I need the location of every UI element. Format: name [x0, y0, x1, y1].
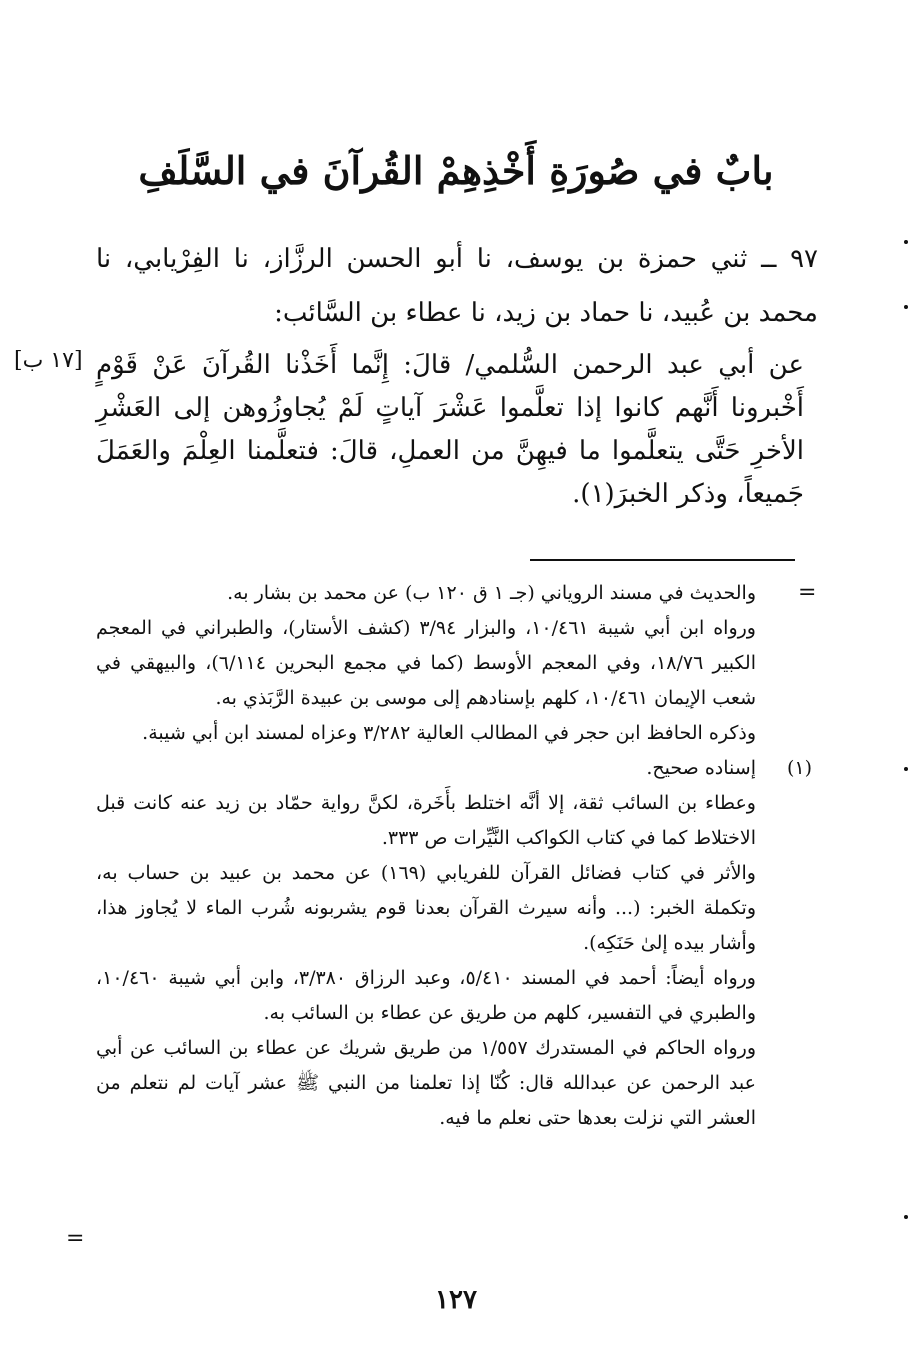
footnote-paragraph: والأثر في كتاب فضائل القرآن للفريابي (١٦٩) عن محمد بن عبيد بن حساب به، وتكملة الخبر: (... وأنه سيرث القرآن بعدنا قوم يشربونه شُرب الماء لا يُجاوز هذا، وأشار بيده إلىٰ حَنَكِه).	[96, 862, 756, 954]
footnote-paragraph: إسناده صحيح.	[646, 757, 756, 779]
footnote-1	[96, 751, 812, 786]
footnote-paragraph: وذكره الحافظ ابن حجر في المطالب العالية ٣/٢٨٢ وعزاه لمسند ابن أبي شيبة.	[142, 722, 756, 744]
margin-mark	[904, 767, 908, 771]
hadith-isnad: ٩٧ ــ ثني حمزة بن يوسف، نا أبو الحسن الرزَّاز، نا الفِرْيابي، نا محمد بن عُبيد، نا حماد بن زيد، نا عطاء بن السَّائب:	[96, 244, 818, 328]
margin-mark	[904, 1215, 908, 1219]
hadith-matn: عن أبي عبد الرحمن السُّلمي/ قالَ: إِنَّما أَخَذْنا القُرآنَ عَنْ قَوْمٍ أَخْبرونا أَنَّهم كانوا إذا تعلَّموا عَشْرَ آياتٍ لَمْ يُجاوزُوهن إلى العَشْرِ الأخرِ حَتَّى يتعلَّموا ما فيهِنَّ من العملِ، قالَ: فتعلَّمنا العِلْمَ والعَمَلَ جَميعاً، وذكر الخبرَ(١).	[96, 350, 804, 509]
manuscript-folio-reference: [١٧ ب]	[14, 348, 83, 373]
footnote-separator	[530, 559, 795, 561]
footnote-number: (١)	[786, 757, 812, 779]
footnote-paragraph: وعطاء بن السائب ثقة، إلا أنَّه اختلط بأَخَرة، لكنَّ رواية حمّاد بن زيد عنه كانت قبل الاختلاط كما في كتاب الكواكب النَّيِّرات ص ٣٣٣.	[96, 792, 756, 849]
footnote-paragraph: ورواه ابن أبي شيبة ١٠/٤٦١، والبزار ٣/٩٤ (كشف الأستار)، والطبراني في المعجم الكبير ١٨/٧٦، وفي المعجم الأوسط (كما في مجمع البحرين ٦/١١٤)، والبيهقي في شعب الإيمان ١٠/٤٦١، كلهم بإسنادهم إلى موسى بن عبيدة الرَّبَذي به.	[96, 617, 756, 709]
footnote-paragraph: ورواه أيضاً: أحمد في المسند ٥/٤١٠، وعبد الرزاق ٣/٣٨٠، وابن أبي شيبة ١٠/٤٦٠، والطبري في التفسير، كلهم من طريق عن عطاء بن السائب به.	[96, 967, 756, 1024]
page-number: ١٢٧	[435, 1285, 477, 1315]
footnote-paragraph: والحديث في مسند الروياني (جـ ١ ق ١٢٠ ب) عن محمد بن بشار به.	[227, 582, 756, 604]
footnote-continued-marker: =	[798, 580, 817, 605]
footnote-paragraph: ورواه الحاكم في المستدرك ١/٥٥٧ من طريق شريك عن عطاء بن السائب عن أبي عبد الرحمن عن عبدالله قال: كُنّا إذا تعلمنا من النبي ﷺ عشر آيات لم نتعلم من العشر التي نزلت بعدها حتى نعلم ما فيه.	[96, 1037, 756, 1129]
margin-mark	[904, 305, 908, 309]
chapter-heading: بابٌ في صُورَةِ أَخْذِهِمْ القُرآنَ في السَّلَفِ	[138, 148, 774, 193]
margin-mark	[904, 240, 908, 244]
footnote-continues-marker: =	[66, 1226, 85, 1251]
footnotes	[96, 576, 812, 1136]
